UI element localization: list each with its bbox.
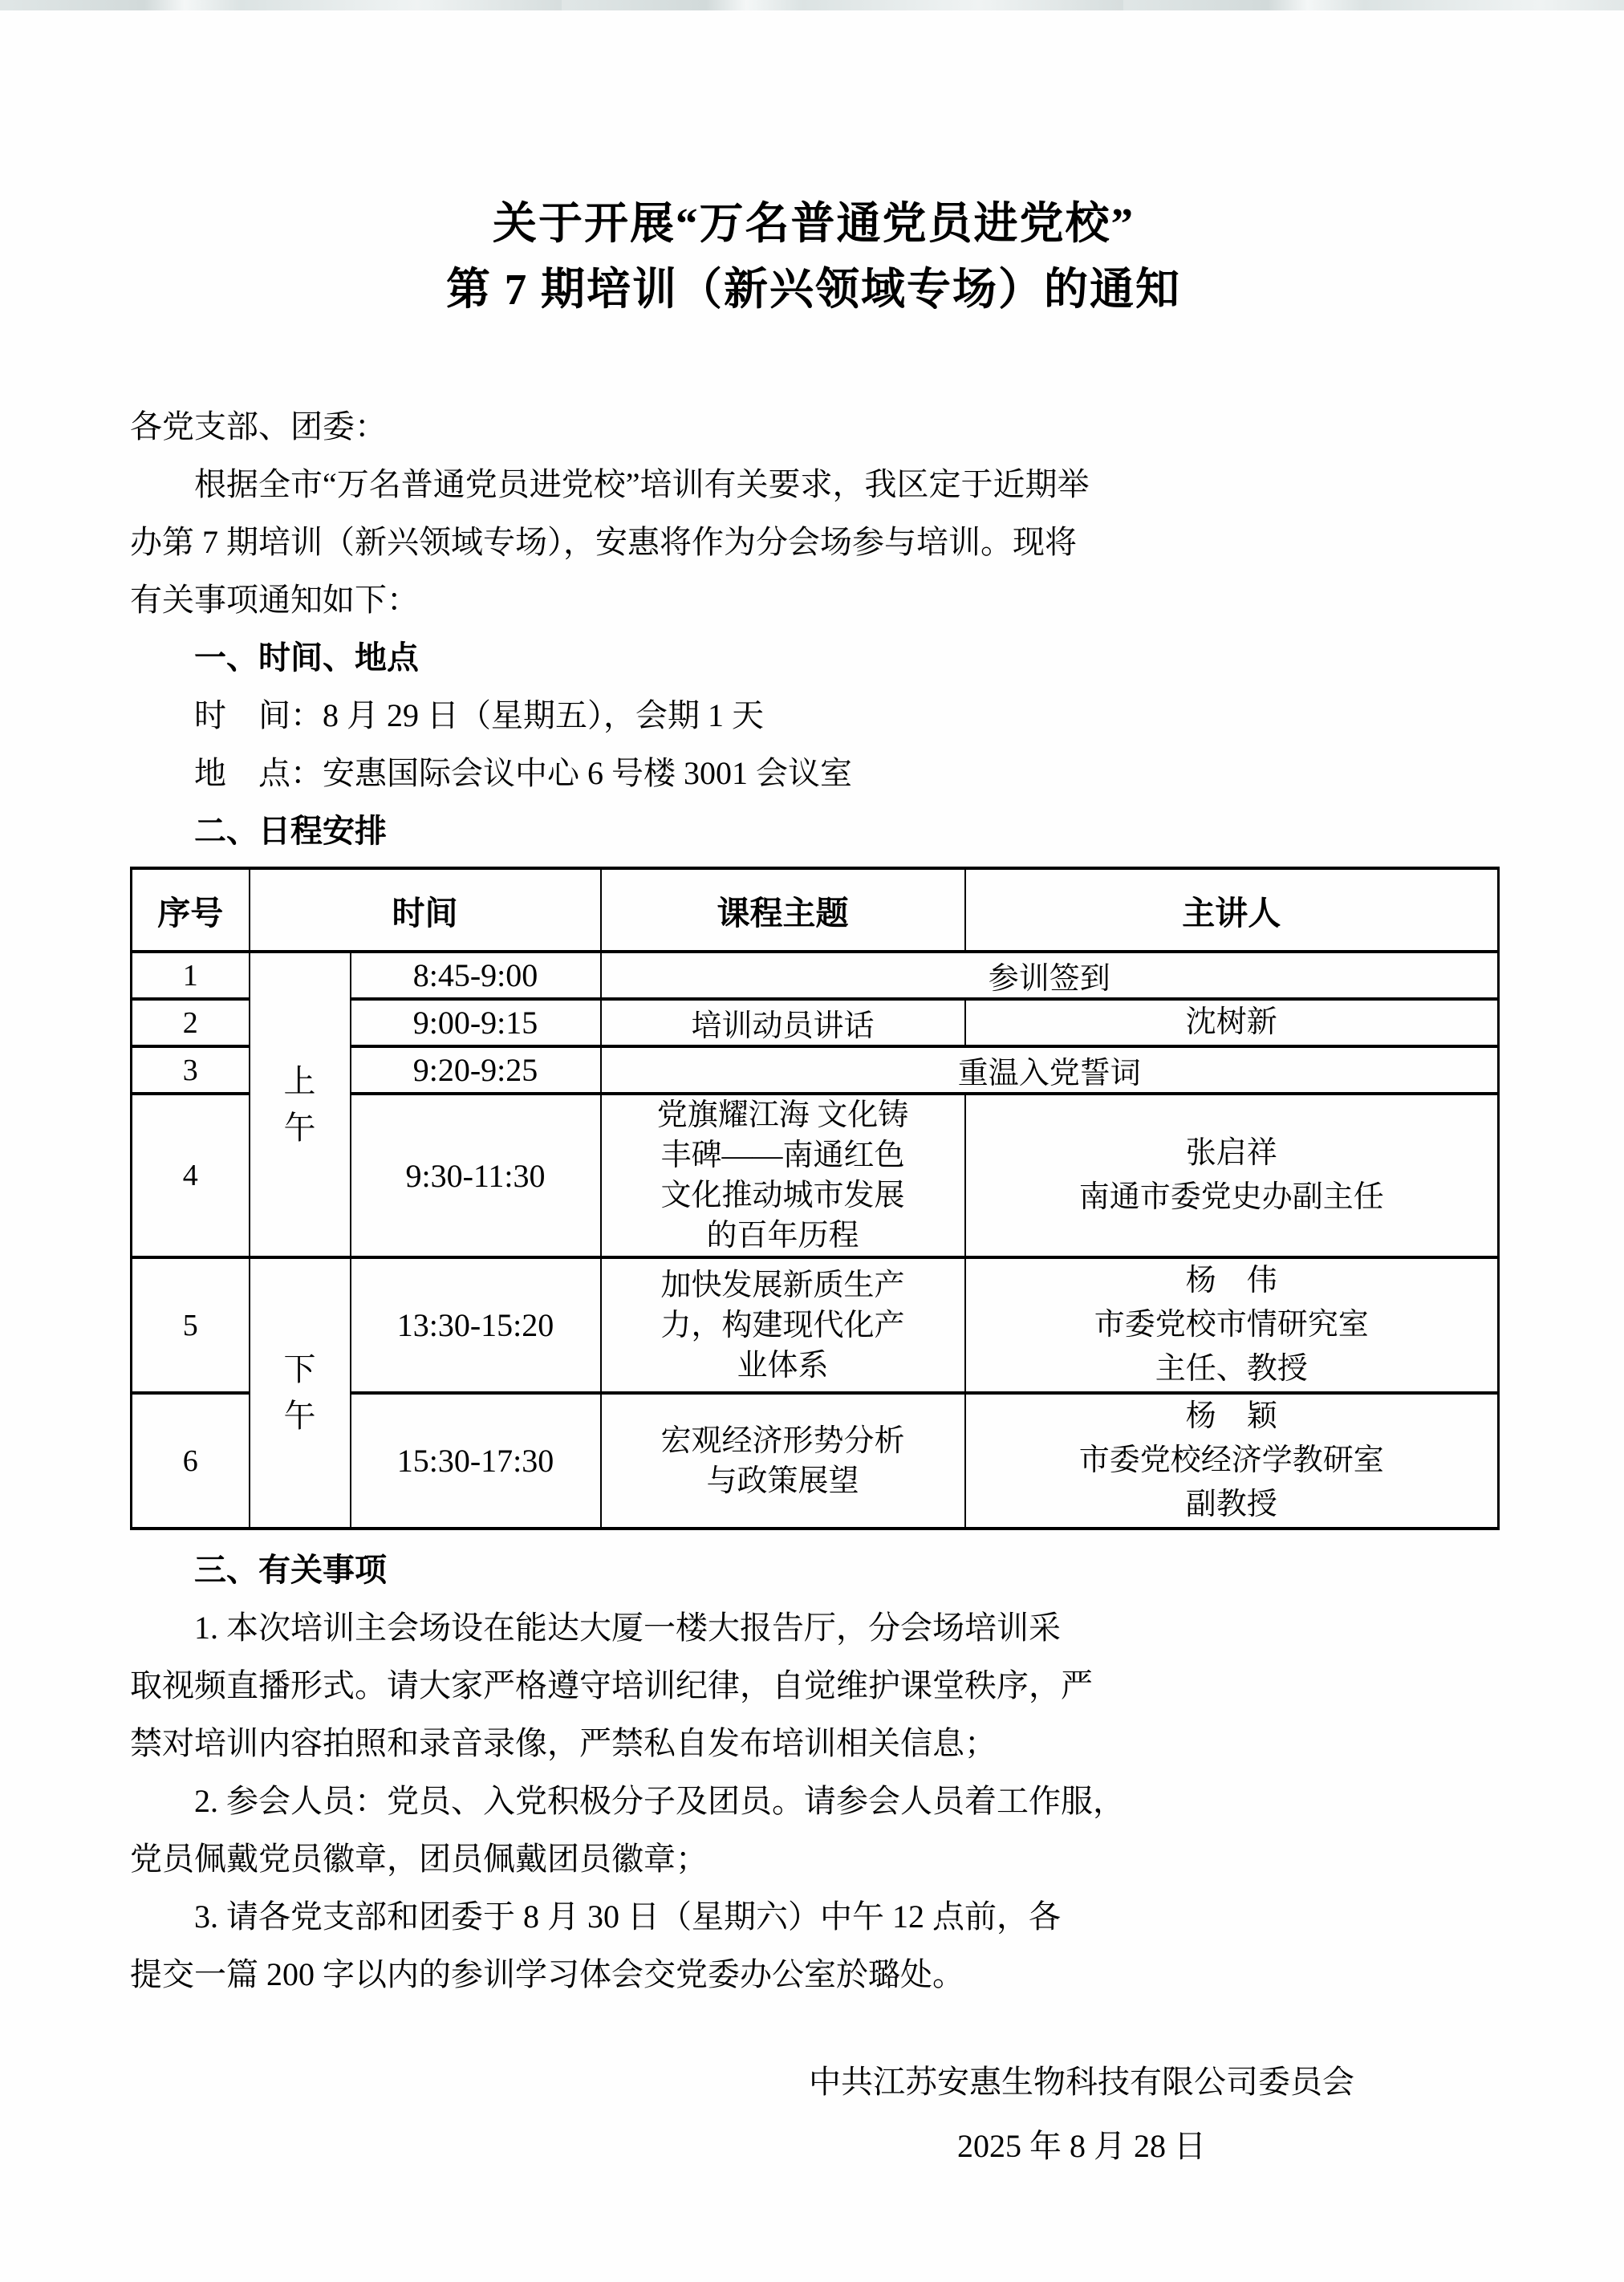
row-2-speaker: 沈树新 (965, 999, 1499, 1046)
meeting-time-line: 时 间：8 月 29 日（星期五），会期 1 天 (194, 697, 764, 733)
period-morning-cell (250, 952, 351, 1257)
table-row-5 (132, 1257, 1499, 1393)
signature-block (130, 2050, 1497, 2178)
row-2-no: 2 (132, 999, 250, 1046)
row-2-topic: 培训动员讲话 (601, 999, 965, 1046)
table-header-no: 序号 (132, 868, 250, 952)
row-1-no: 1 (132, 952, 250, 999)
row-4-time: 9:30-11:30 (351, 1094, 601, 1257)
row-5-time: 13:30-15:20 (351, 1257, 601, 1393)
row-4-topic: 党旗耀江海 文化铸 丰碑——南通红色 文化推动城市发展 的百年历程 (601, 1094, 965, 1257)
signature-org: 中共江苏安惠生物科技有限公司委员会 (809, 2064, 1354, 2100)
row-3-time: 9:20-9:25 (351, 1046, 601, 1094)
row-6-speaker: 杨 颖 市委党校经济学教研室 副教授 (965, 1393, 1499, 1529)
period-morning: 上午 (283, 1062, 316, 1146)
row-6-no: 6 (132, 1393, 250, 1529)
row-3-no: 3 (132, 1046, 250, 1094)
period-afternoon-cell (250, 1257, 351, 1529)
section-1-heading: 一、时间、地点 (194, 640, 419, 676)
signature-date: 2025 年 8 月 28 日 (957, 2128, 1206, 2164)
row-6-time: 15:30-17:30 (351, 1393, 601, 1529)
table-header-row (132, 868, 1499, 952)
document-content (130, 0, 1497, 2178)
document-title-line-2: 第 7 期培训（新兴领域专场）的通知 (445, 265, 1181, 314)
row-5-speaker: 杨 伟 市委党校市情研究室 主任、教授 (965, 1257, 1499, 1393)
table-header-speaker: 主讲人 (965, 868, 1499, 952)
table-header-topic: 课程主题 (601, 868, 965, 952)
item-3-line-1: 3. 请各党支部和团委于 8 月 30 日（星期六）中午 12 点前，各 (194, 1898, 1061, 1935)
intro-paragraph (130, 456, 1497, 629)
period-afternoon: 下午 (283, 1351, 316, 1434)
intro-line-2: 办第 7 期培训（新兴领域专场），安惠将作为分会场参与培训。现将 (130, 524, 1077, 560)
intro-line-3: 有关事项通知如下： (130, 582, 419, 618)
item-1-line-3: 禁对培训内容拍照和录音录像，严禁私自发布培训相关信息； (130, 1725, 997, 1761)
notice-item-3 (130, 1888, 1497, 2004)
row-4-speaker: 张启祥 南通市委党史办副主任 (965, 1094, 1499, 1257)
row-1-time: 8:45-9:00 (351, 952, 601, 999)
notice-item-1 (130, 1599, 1497, 1772)
row-5-no: 5 (132, 1257, 250, 1393)
item-2-line-1: 2. 参会人员：党员、入党积极分子及团员。请参会人员着工作服， (194, 1783, 1125, 1819)
salutation: 各党支部、团委： (130, 408, 387, 445)
row-5-topic: 加快发展新质生产 力，构建现代化产 业体系 (601, 1257, 965, 1393)
row-6-topic: 宏观经济形势分析 与政策展望 (601, 1393, 965, 1529)
row-3-activity: 重温入党誓词 (601, 1046, 1499, 1094)
row-2-time: 9:00-9:15 (351, 999, 601, 1046)
item-3-line-2: 提交一篇 200 字以内的参训学习体会交党委办公室於璐处。 (130, 1956, 964, 1992)
document-title (130, 191, 1497, 323)
section-3-heading: 三、有关事项 (194, 1553, 387, 1588)
section-2-heading: 二、日程安排 (194, 814, 387, 849)
notice-item-2 (130, 1772, 1497, 1888)
meeting-place-line: 地 点：安惠国际会议中心 6 号楼 3001 会议室 (194, 755, 852, 791)
row-4-no: 4 (132, 1094, 250, 1257)
table-row-1 (132, 952, 1499, 999)
schedule-table (130, 867, 1500, 1530)
intro-line-1: 根据全市“万名普通党员进党校”培训有关要求，我区定于近期举 (194, 466, 1090, 502)
table-header-time: 时间 (250, 868, 601, 952)
item-1-line-1: 1. 本次培训主会场设在能达大厦一楼大报告厅，分会场培训采 (194, 1610, 1061, 1646)
item-2-line-2: 党员佩戴党员徽章，团员佩戴团员徽章； (130, 1841, 708, 1877)
row-1-activity: 参训签到 (601, 952, 1499, 999)
document-title-line-1: 关于开展“万名普通党员进党校” (492, 199, 1135, 248)
item-1-line-2: 取视频直播形式。请大家严格遵守培训纪律，自觉维护课堂秩序，严 (130, 1667, 1093, 1703)
